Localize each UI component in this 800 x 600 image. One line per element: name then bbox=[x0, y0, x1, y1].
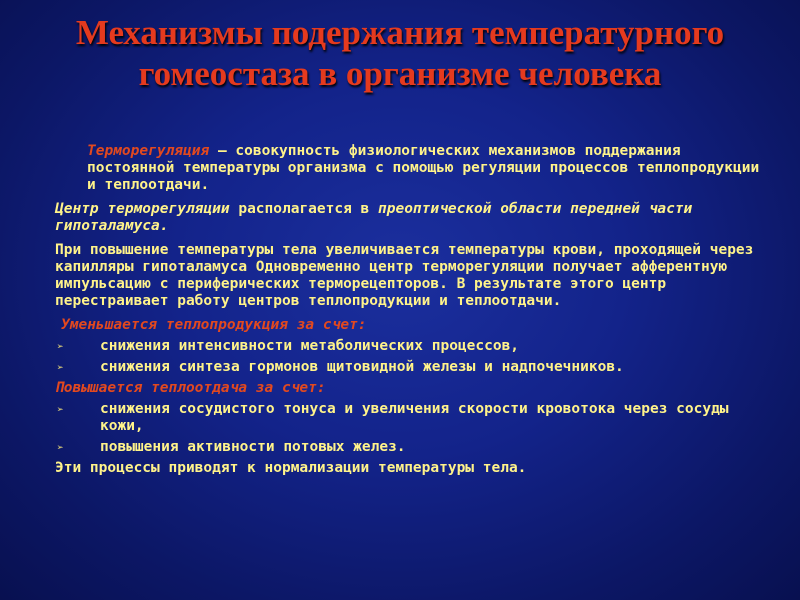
center-mid: располагается в bbox=[229, 201, 379, 217]
list-item: ➢ повышения активности потовых желез. bbox=[57, 439, 406, 455]
bullet-arrow-icon: ➢ bbox=[57, 361, 64, 374]
heat-production-list bbox=[55, 338, 775, 376]
slide-body bbox=[55, 143, 775, 484]
heat-loss-heading: Повышается теплоотдача за счет: bbox=[55, 380, 326, 396]
heat-production-heading: Уменьшается теплопродукция за счет: bbox=[61, 317, 367, 333]
center-place: преоптической области передней части гипоталамуса. bbox=[55, 201, 693, 234]
list-item: ➢ снижения сосудистого тонуса и увеличения скорости кровотока через сосуды кожи, bbox=[57, 401, 729, 434]
bullet-arrow-icon: ➢ bbox=[57, 340, 64, 353]
mechanism-paragraph: При повышение температуры тела увеличивается температуры крови, проходящей через капилляры гипоталамуса Одновременно центр терморегуляции получает афферентную импульсацию с периферических терморецепторов. В результате этого центр перестраивает работу центров теплопродукции и теплоотдачи. bbox=[55, 242, 754, 309]
center-term: Центр терморегуляции bbox=[55, 201, 230, 217]
definition-text: – совокупность физиологических механизмов поддержания постоянной температуры организма с помощью регуляции процессов теплопродукции и теплоотдачи. bbox=[87, 143, 760, 193]
heat-loss-list bbox=[55, 401, 775, 456]
bullet-arrow-icon: ➢ bbox=[57, 441, 64, 454]
bullet-arrow-icon: ➢ bbox=[57, 403, 64, 416]
definition-term: Терморегуляция bbox=[87, 143, 210, 159]
slide-title: Механизмы подержания температурного гомеостаза в организме человека bbox=[75, 13, 725, 93]
definition-paragraph bbox=[55, 143, 775, 194]
list-item: ➢ снижения интенсивности метаболических процессов, bbox=[57, 338, 520, 354]
center-paragraph bbox=[55, 201, 775, 235]
list-item: ➢ снижения синтеза гормонов щитовидной железы и надпочечников. bbox=[57, 359, 624, 375]
conclusion-paragraph: Эти процессы приводят к нормализации температуры тела. bbox=[55, 460, 527, 476]
